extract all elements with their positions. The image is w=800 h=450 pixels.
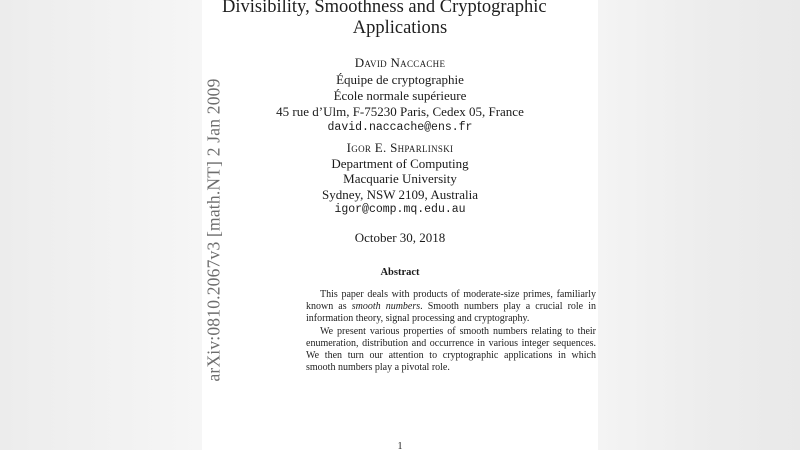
author-2-email[interactable]: igor@comp.mq.edu.au	[334, 203, 466, 216]
paper-page[interactable]	[202, 0, 598, 450]
author-2-affiliation-3: Sydney, NSW 2109, Australia	[322, 187, 478, 202]
author-2-affiliation-2: Macquarie University	[343, 171, 457, 186]
author-1-affiliation-1: Équipe de cryptographie	[336, 72, 464, 87]
author-2-affiliation-1: Department of Computing	[331, 156, 469, 171]
abstract-paragraph-1: This paper deals with products of moderate-size primes, familiarly known as smooth numbers. Smooth numbers play a crucial role in information theory, signal processing and cryptography.	[306, 289, 596, 325]
abstract-paragraph-2: We present various properties of smooth numbers relating to their enumeration, distribution and occurrence in various integer sequences. We then turn our attention to cryptographic applications in which smooth numbers play a pivotal role.	[306, 325, 596, 374]
abstract-body	[306, 289, 596, 374]
abstract-heading: Abstract	[380, 267, 420, 278]
author-1-affiliation-2: École normale supérieure	[333, 88, 467, 103]
paper-title-line-2: Applications	[352, 18, 448, 38]
paper-title-line-1: Divisibility, Smoothness and Cryptographic	[222, 0, 547, 17]
author-name-1: David Naccache	[354, 55, 446, 70]
author-1-affiliation-3: 45 rue d’Ulm, F-75230 Paris, Cedex 05, France	[276, 104, 524, 119]
author-name-2: Igor E. Shparlinski	[346, 140, 454, 155]
author-1-email[interactable]: david.naccache@ens.fr	[327, 121, 473, 134]
background-right	[598, 0, 800, 450]
paper-date: October 30, 2018	[354, 230, 446, 245]
background-left	[0, 0, 202, 450]
page-number: 1	[397, 441, 403, 450]
